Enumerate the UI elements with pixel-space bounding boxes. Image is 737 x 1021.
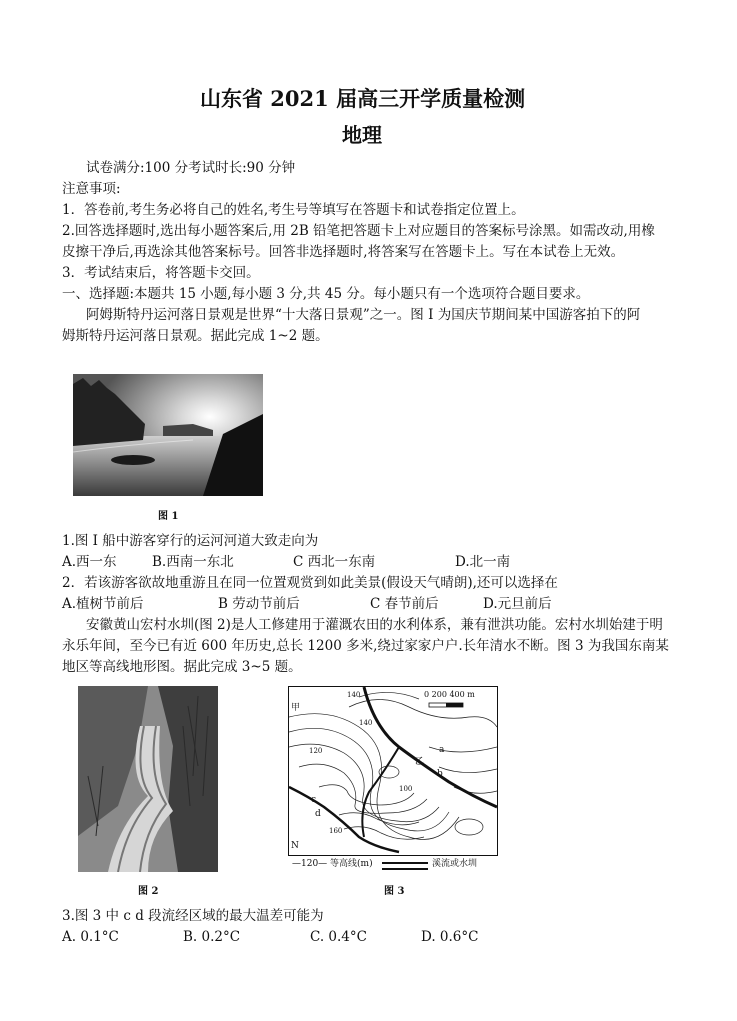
figure-1-caption: 图 1 [158, 511, 179, 522]
question-3-stem: 3.图 3 中 c d 段流经区域的最大温差可能为 [62, 908, 324, 924]
notes-heading: 注意事项: [62, 181, 121, 197]
map-label-jia: 甲 [291, 703, 301, 713]
question-2-option-a: A.植树节前后 [62, 596, 144, 612]
question-2-option-c: C 春节前后 [370, 596, 439, 612]
contour-label-160: 160 [329, 827, 343, 835]
contour-label-100: 100 [399, 785, 413, 793]
note-2-line-2: 皮擦干净后,再选涂其他答案标号。回答非选择题时,将答案写在答题卡上。写在本试卷上无效。 [62, 244, 625, 260]
note-3: 3．考试结束后，将答题卡交回。 [62, 265, 260, 281]
map-label-b: b [437, 769, 443, 779]
map-north-arrow-label: N [291, 841, 299, 851]
figure-3-contour-map [288, 686, 498, 856]
question-1-option-d: D.北一南 [455, 554, 511, 570]
subject-title: 地理 [342, 123, 382, 147]
exam-info: 试卷满分:100 分考试时长:90 分钟 [86, 160, 296, 176]
question-2-option-d: D.元旦前后 [483, 596, 552, 612]
question-3-option-d: D. 0.6°C [421, 929, 479, 945]
contour-label-140-b: 140 [359, 719, 373, 727]
question-2-stem: 2．若该游客欲故地重游且在同一位置观赏到如此美景(假设天气晴朗),还可以选择在 [62, 575, 558, 591]
question-1-option-c: C 西北一东南 [293, 554, 376, 570]
note-2-line-1: 2.回答选择题时,选出每小题答案后,用 2B 铅笔把答题卡上对应题目的答案标号涂黑。如需改动,用橡 [62, 223, 655, 239]
note-1: 1．答卷前,考生务必将自己的姓名,考生号等填写在答题卡和试卷指定位置上。 [62, 202, 525, 218]
question-3-option-a: A. 0.1°C [62, 929, 119, 945]
question-3-option-b: B. 0.2°C [183, 929, 241, 945]
map-legend-stream: 溪流或水圳 [432, 859, 478, 869]
contour-label-120: 120 [309, 747, 323, 755]
question-2-option-b: B 劳动节前后 [218, 596, 300, 612]
figure-2-caption: 图 2 [138, 886, 159, 897]
map-label-a: a [439, 745, 445, 755]
figure-3-caption: 图 3 [384, 886, 405, 897]
contour-label-140-a: 140 [347, 691, 361, 699]
map-legend-stream-symbol [382, 862, 428, 870]
map-label-yi: 乙 [415, 757, 425, 767]
passage-2-line-1: 安徽黄山宏村水圳(图 2)是人工修建用于灌溉农田的水利体系，兼有泄洪功能。宏村水圳始建于明 [86, 617, 663, 633]
map-label-c: c [311, 795, 317, 805]
question-3-option-c: C. 0.4°C [310, 929, 367, 945]
passage-2-line-3: 地区等高线地形图。据此完成 3~5 题。 [62, 659, 302, 675]
passage-1-line-1: 阿姆斯特丹运河落日景观是世界“十大落日景观”之一。图 I 为国庆节期间某中国游客拍下的阿 [86, 307, 641, 323]
question-1-option-a: A.西一东 [62, 554, 117, 570]
map-legend-contour: —120— 等高线(m) [292, 859, 373, 869]
figure-2-photo [78, 686, 218, 872]
passage-1-line-2: 姆斯特丹运河落日景观。据此完成 1~2 题。 [62, 328, 329, 344]
question-1-stem: 1.图 I 船中游客穿行的运河河道大致走向为 [62, 533, 319, 549]
section-heading: 一、选择题:本题共 15 小题,每小题 3 分,共 45 分。每小题只有一个选项符合题目要求。 [62, 286, 590, 302]
page-title: 山东省 2021 届高三开学质量检测 [200, 86, 526, 111]
question-1-option-b: B.西南一东北 [152, 554, 234, 570]
passage-2-line-2: 永乐年间，至今已有近 600 年历史,总长 1200 多米,绕过家家户户.长年清水不断。图 3 为我国东南某 [62, 638, 669, 654]
map-label-d: d [315, 809, 321, 819]
figure-1-photo [73, 374, 263, 496]
map-scale-label: 0 200 400 m [424, 690, 475, 699]
